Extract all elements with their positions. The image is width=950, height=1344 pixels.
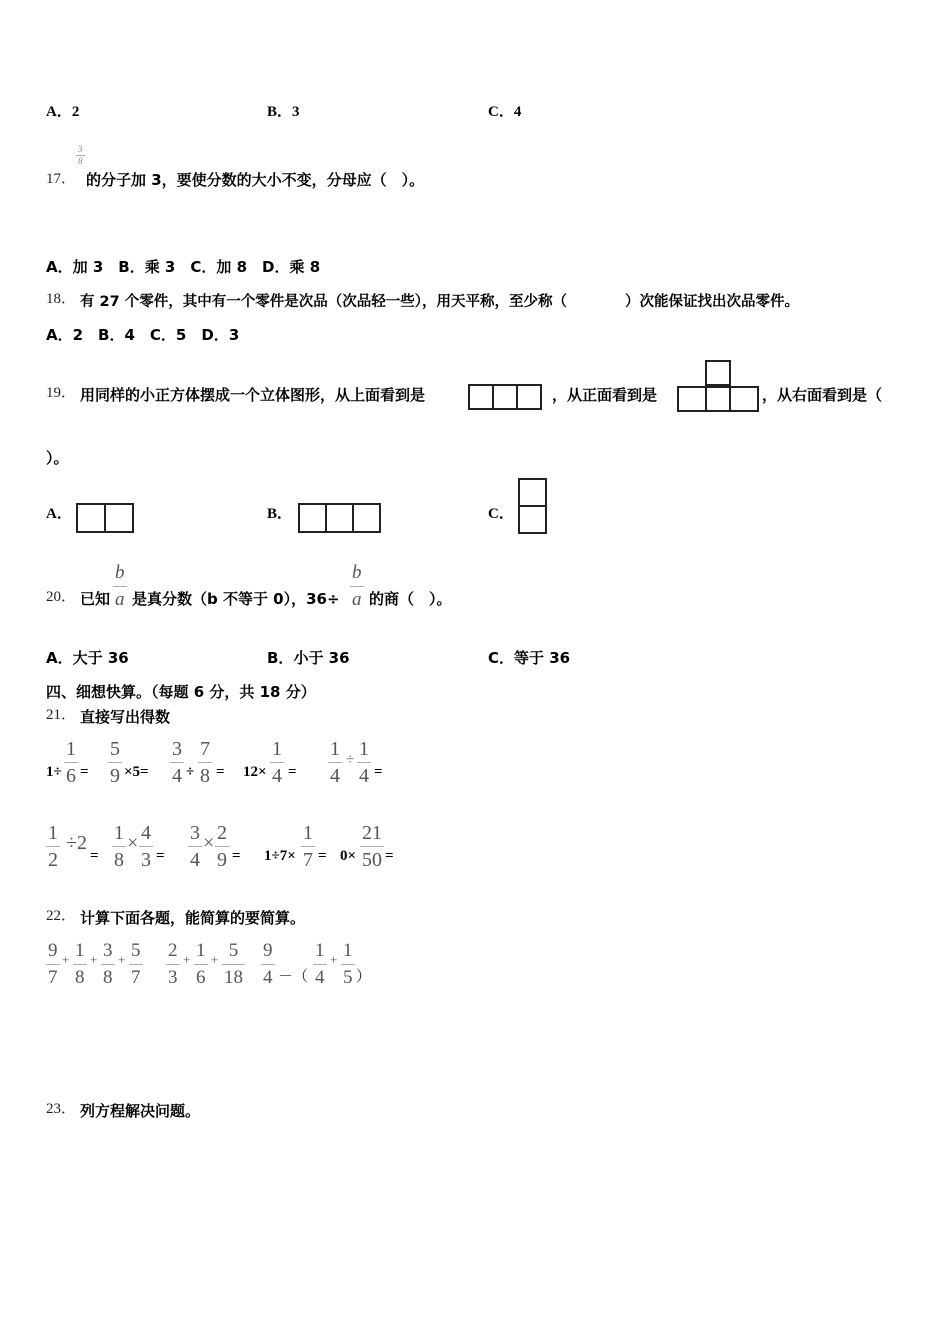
denominator: 7 — [48, 967, 58, 988]
denominator: 9 — [110, 765, 120, 787]
fraction-bar — [139, 846, 153, 847]
fraction — [313, 940, 327, 989]
equals: = — [374, 764, 383, 780]
q21-r2-e5-prefix: 0× — [340, 848, 357, 864]
numerator: 3 — [78, 144, 83, 154]
fraction-bar — [270, 762, 284, 763]
fraction — [129, 940, 143, 989]
numerator: 1 — [114, 822, 124, 844]
fraction-bar — [261, 964, 275, 965]
option-value: 小于 36 — [293, 649, 350, 667]
q21-number: 21． — [46, 707, 77, 723]
q23-number: 23． — [46, 1101, 77, 1117]
q20-fraction-2 — [350, 562, 364, 611]
numerator: 7 — [200, 738, 210, 760]
plus-sign: + — [330, 952, 338, 967]
numerator: 5 — [131, 940, 141, 961]
fraction-bar — [313, 964, 327, 965]
option-value: 等于 36 — [514, 649, 571, 667]
fraction-bar — [222, 964, 245, 965]
fraction — [139, 822, 153, 871]
equals: = — [80, 764, 89, 780]
q17-number: 17． — [46, 171, 77, 187]
q16-option-c — [488, 103, 521, 121]
fraction-bar — [188, 846, 202, 847]
fraction-bar — [112, 846, 126, 847]
equals: = — [385, 848, 394, 864]
q19-option-c-label: C． — [488, 506, 514, 522]
numerator: 3 — [190, 822, 200, 844]
q19-text-part1: 用同样的小正方体摆成一个立体图形，从上面看到是 — [80, 386, 426, 404]
numerator: 9 — [48, 940, 58, 961]
numerator: 21 — [362, 822, 382, 844]
denominator: 6 — [66, 765, 76, 787]
fraction — [261, 940, 275, 989]
fraction-bar — [101, 964, 115, 965]
q20-option-b — [267, 647, 350, 668]
numerator: 3 — [172, 738, 182, 760]
fraction-bar — [341, 964, 355, 965]
fraction-bar — [46, 964, 60, 965]
denominator: 4 — [190, 849, 200, 871]
q20-option-c — [488, 647, 570, 668]
fraction — [194, 940, 208, 989]
top-view-figure — [468, 384, 542, 410]
denominator: 8 — [114, 849, 124, 871]
numerator: 1 — [359, 738, 369, 760]
numerator: 1 — [330, 738, 340, 760]
divide-sign: ÷ — [186, 764, 195, 780]
denominator: 4 — [272, 765, 282, 787]
q21-title: 直接写出得数 — [80, 708, 171, 726]
q21-r2-e4-prefix: 1÷7× — [264, 848, 296, 864]
q21-r1-e4-prefix: 12× — [243, 764, 267, 780]
fraction — [64, 738, 78, 787]
fraction — [360, 822, 384, 871]
equals: = — [232, 848, 241, 864]
q21-r1-e2-suffix: ×5= — [124, 764, 149, 780]
option-label: C． — [488, 649, 515, 667]
q18-text: 有 27 个零件，其中有一个零件是次品（次品轻一些），用天平称，至少称（ ）次能保证找出次品零件。 — [80, 294, 800, 310]
front-view-top — [705, 360, 731, 386]
denominator: 18 — [224, 967, 243, 988]
fraction-bar — [108, 762, 122, 763]
square — [76, 503, 106, 533]
equals: = — [288, 764, 297, 780]
denominator: 8 — [103, 967, 113, 988]
fraction — [198, 738, 212, 787]
q22-title: 计算下面各题，能简算的要简算。 — [80, 909, 306, 927]
denominator: 2 — [48, 849, 58, 871]
numerator: b — [352, 562, 362, 583]
fraction-bar — [198, 762, 212, 763]
q16-option-b — [267, 103, 300, 121]
fraction — [328, 738, 342, 787]
plus-sign: + — [62, 952, 70, 967]
q20-text-part1: 已知 — [80, 590, 111, 608]
q19-option-b-label: B． — [267, 506, 293, 522]
denominator: 3 — [141, 849, 151, 871]
numerator: 5 — [110, 738, 120, 760]
denominator: 4 — [263, 967, 273, 988]
numerator: 1 — [75, 940, 85, 961]
fraction-bar — [328, 762, 342, 763]
numerator: 1 — [343, 940, 353, 961]
square — [352, 503, 381, 533]
fraction-bar — [301, 846, 315, 847]
q18-options: A．2 B．4 C．5 D．3 — [46, 326, 240, 344]
option-label: B． — [267, 649, 294, 667]
fraction — [222, 940, 245, 989]
denominator: 9 — [217, 849, 227, 871]
denominator: 6 — [196, 967, 206, 988]
denominator: 7 — [131, 967, 141, 988]
fraction-bar — [73, 964, 87, 965]
numerator: 1 — [196, 940, 206, 961]
q21-r1-e1-prefix: 1÷ — [46, 764, 62, 780]
numerator: 9 — [263, 940, 273, 961]
fraction — [341, 940, 355, 989]
q19-option-a-label: A． — [46, 506, 72, 522]
square — [298, 503, 327, 533]
fraction — [112, 822, 126, 871]
fraction — [270, 738, 284, 787]
denominator: 4 — [172, 765, 182, 787]
numerator: 5 — [228, 940, 239, 961]
multiply-sign: × — [127, 832, 139, 854]
q19-text-part3: ，从右面看到是（ — [762, 386, 883, 404]
front-view-bottom — [677, 386, 759, 412]
equals: = — [318, 848, 327, 864]
option-value: 大于 36 — [72, 649, 129, 667]
fraction-bar — [113, 586, 127, 587]
plus-sign: + — [183, 952, 191, 967]
denominator: 7 — [303, 849, 313, 871]
numerator: 1 — [315, 940, 325, 961]
plus-sign: + — [211, 952, 219, 967]
q18-number: 18． — [46, 291, 77, 307]
numerator: 2 — [217, 822, 227, 844]
fraction — [215, 822, 229, 871]
square — [729, 386, 759, 412]
q20-number: 20． — [46, 589, 77, 605]
denominator: 50 — [362, 849, 382, 871]
denominator: 8 — [75, 967, 85, 988]
square — [518, 505, 547, 534]
fraction — [188, 822, 202, 871]
option-label: C． — [488, 104, 514, 120]
multiply-sign: × — [203, 832, 215, 854]
numerator: 2 — [168, 940, 178, 961]
fraction — [46, 822, 60, 871]
square — [104, 503, 134, 533]
fraction-bar — [64, 762, 78, 763]
denominator: 4 — [315, 967, 325, 988]
section-4-title: 四、细想快算。（每题 6 分，共 18 分） — [46, 683, 316, 701]
numerator: 3 — [103, 940, 113, 961]
q17-options: A．加 3 B．乘 3 C．加 8 D．乘 8 — [46, 258, 321, 276]
numerator: 1 — [66, 738, 76, 760]
square — [468, 384, 494, 410]
numerator: 4 — [141, 822, 151, 844]
fraction — [301, 822, 315, 871]
option-label: B． — [267, 104, 293, 120]
minus-open-paren: －（ — [278, 967, 309, 985]
denominator: 4 — [359, 765, 369, 787]
square — [518, 478, 547, 507]
plus-sign: + — [90, 952, 98, 967]
q20-fraction-1 — [113, 562, 127, 611]
option-label: A． — [46, 104, 72, 120]
denominator: 4 — [330, 765, 340, 787]
q23-title: 列方程解决问题。 — [80, 1102, 201, 1120]
square — [492, 384, 518, 410]
fraction-bar — [360, 846, 384, 847]
fraction-bar — [194, 964, 208, 965]
q19-text-close: ）。 — [46, 449, 69, 467]
q22-number: 22． — [46, 908, 77, 924]
denominator: 8 — [78, 156, 83, 166]
option-value: 2 — [71, 104, 80, 120]
q17-fraction — [76, 145, 85, 166]
q19-option-a-figure — [76, 503, 134, 533]
equals: = — [156, 848, 165, 864]
fraction-bar — [129, 964, 143, 965]
q20-text-part3: 的商（ ）。 — [369, 590, 452, 608]
q19-text-part2: ，从正面看到是 — [552, 386, 658, 404]
square — [516, 384, 542, 410]
square — [677, 386, 707, 412]
fraction-bar — [350, 586, 364, 587]
q16-option-a — [46, 103, 79, 121]
equals: = — [216, 764, 225, 780]
fraction-bar — [46, 846, 60, 847]
square — [705, 360, 731, 386]
q19-option-b-figure — [298, 503, 381, 533]
fraction — [73, 940, 87, 989]
fraction — [357, 738, 371, 787]
option-value: 3 — [292, 104, 300, 120]
square — [705, 386, 731, 412]
fraction — [166, 940, 180, 989]
fraction — [170, 738, 184, 787]
numerator: 1 — [303, 822, 313, 844]
denominator: a — [352, 589, 362, 610]
equals: = — [90, 848, 99, 864]
fraction-bar — [357, 762, 371, 763]
denominator: a — [115, 589, 125, 610]
numerator: 1 — [272, 738, 282, 760]
divide-sign: ÷ — [346, 752, 355, 768]
numerator: 1 — [48, 822, 58, 844]
fraction — [108, 738, 122, 787]
fraction — [101, 940, 115, 989]
close-paren: ） — [356, 967, 372, 985]
fraction-bar — [166, 964, 180, 965]
square — [325, 503, 354, 533]
option-label: A． — [46, 649, 73, 667]
divide-by-two: ÷2 — [66, 832, 87, 854]
plus-sign: + — [118, 952, 126, 967]
denominator: 5 — [343, 967, 353, 988]
numerator: b — [115, 562, 125, 583]
q17-text: 的分子加 3，要使分数的大小不变，分母应（ ）。 — [86, 171, 425, 189]
denominator: 8 — [200, 765, 210, 787]
q20-text-part2: 是真分数（b 不等于 0），36÷ — [132, 590, 340, 608]
fraction-bar — [170, 762, 184, 763]
q20-option-a — [46, 647, 129, 668]
denominator: 3 — [168, 967, 178, 988]
fraction-bar — [215, 846, 229, 847]
fraction — [46, 940, 60, 989]
q19-option-c-figure — [518, 478, 547, 534]
q19-number: 19． — [46, 385, 77, 401]
option-value: 4 — [513, 104, 522, 120]
